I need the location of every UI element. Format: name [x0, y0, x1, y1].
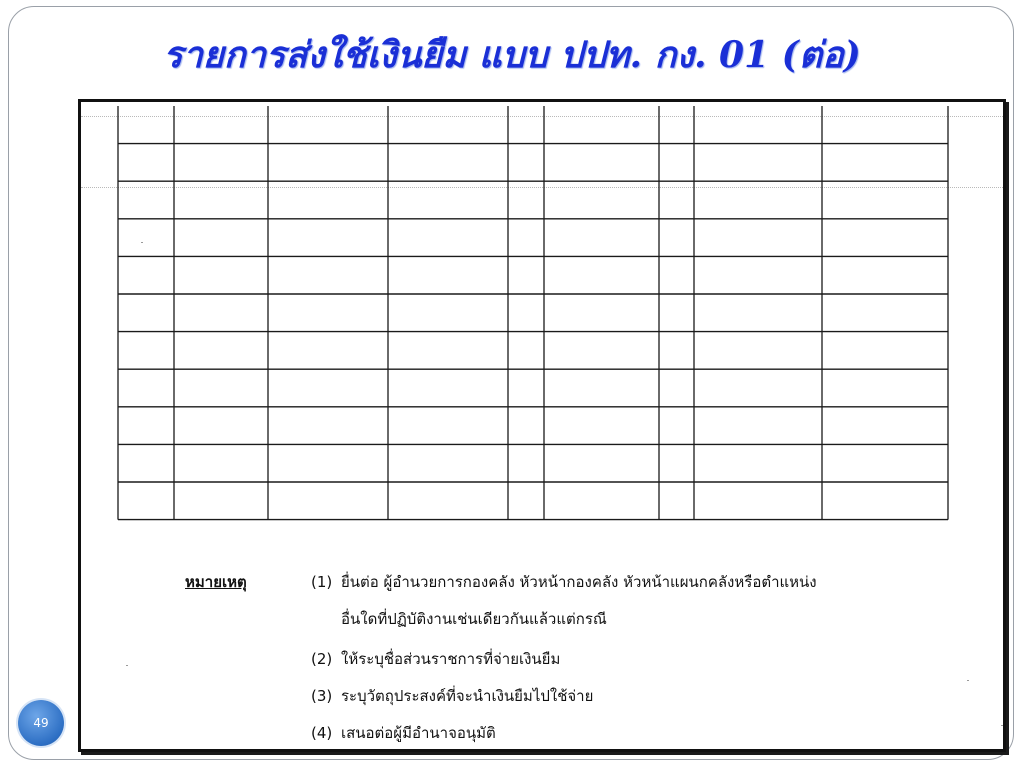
scan-speck — [141, 242, 143, 243]
note-item-2 — [311, 647, 560, 671]
scan-speck — [967, 680, 969, 681]
note-number: (4) — [311, 724, 333, 742]
form-table-grid — [81, 102, 1003, 522]
scan-speck — [126, 665, 128, 666]
note-text: ระบุวัตถุประสงค์ที่จะนำเงินยืมไปใช้จ่าย — [341, 687, 594, 705]
notes-heading: หมายเหตุ — [185, 573, 247, 591]
note-text: ให้ระบุชื่อส่วนราชการที่จ่ายเงินยืม — [341, 650, 561, 668]
page-number-badge: 49 — [18, 700, 64, 746]
note-text: ยื่นต่อ ผู้อำนวยการกองคลัง หัวหน้ากองคลัง หัวหน้าแผนกคลังหรือตำแหน่ง — [341, 573, 817, 591]
note-item-1-continued: อื่นใดที่ปฏิบัติงานเช่นเดียวกันแล้วแต่กรณี — [341, 610, 607, 628]
scanned-form-page — [78, 99, 1006, 752]
slide-title: รายการส่งใช้เงินยืม แบบ ปปท. กง. 01 (ต่อ) — [163, 34, 861, 76]
note-item-4 — [311, 721, 496, 745]
note-item-3 — [311, 684, 593, 708]
note-item-1 — [311, 570, 817, 594]
note-number: (1) — [311, 573, 333, 591]
scan-speck — [1001, 725, 1003, 726]
note-number: (3) — [311, 687, 333, 705]
note-number: (2) — [311, 650, 333, 668]
note-text: เสนอต่อผู้มีอำนาจอนุมัติ — [341, 724, 496, 742]
